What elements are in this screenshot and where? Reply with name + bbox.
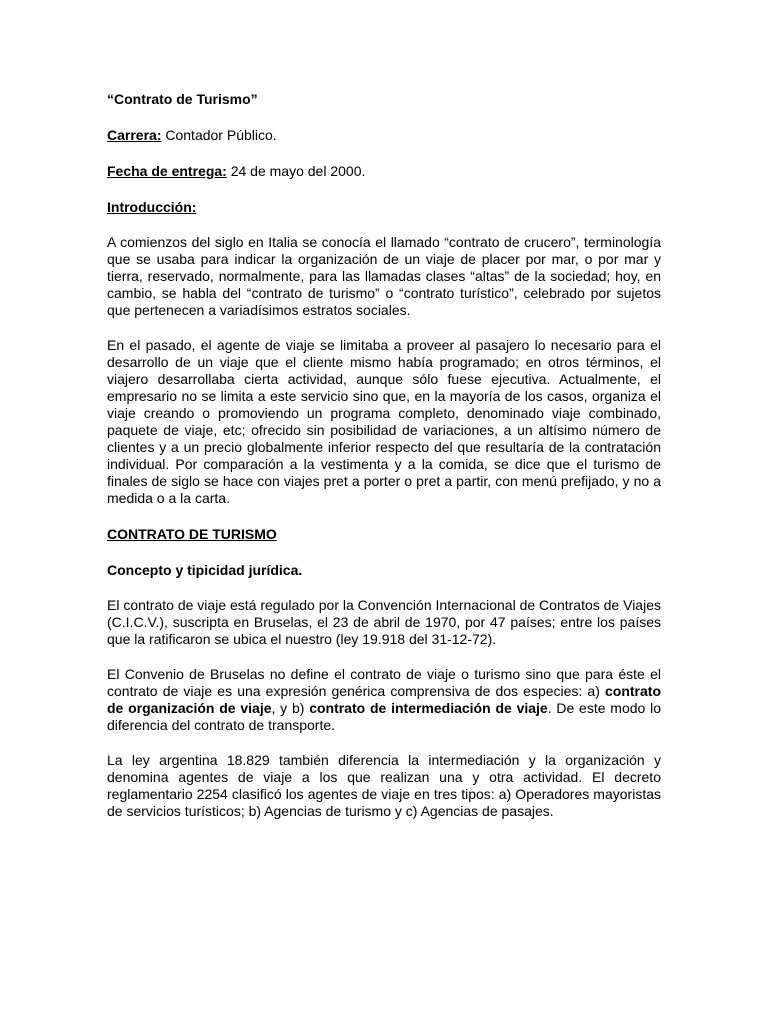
body-paragraph-3: La ley argentina 18.829 también diferencia la intermediación y la organización y denomina agentes de viaje a los que realizan una y otra actividad. El decreto reglamentario 2254 clasificó los agentes de viaje en tres tipos: a) Operadores mayoristas de servicios turísticos; b) Agencias de turismo y c) Agencias de pasajes. bbox=[107, 752, 661, 819]
document-body bbox=[107, 91, 661, 820]
career-line bbox=[107, 127, 661, 144]
document-title: “Contrato de Turismo” bbox=[107, 91, 258, 107]
introduction-heading: Introducción: bbox=[107, 199, 197, 215]
text-run: Carrera: bbox=[107, 127, 162, 143]
text-run: 24 de mayo del 2000. bbox=[226, 163, 366, 179]
text-run: Fecha de entrega: bbox=[107, 163, 227, 179]
text-run: El Convenio de Bruselas no define el contrato de viaje o turismo sino que para éste el contrato de viaje es una expresión genérica comprensiva de dos especies: a) bbox=[107, 666, 661, 699]
text-run: , y b) bbox=[271, 700, 310, 716]
intro-paragraph-2: En el pasado, el agente de viaje se limitaba a proveer al pasajero lo necesario para el desarrollo de un viaje que el cliente mismo había programado; en otros términos, el viajero desarrollaba cierta actividad, aunque sólo fuese ejecutiva. Actualmente, el empresario no se limita a este servicio sino que, en la mayoría de los casos, organiza el viaje creando o promoviendo un programa completo, denominado viaje combinado, paquete de viaje, etc; ofrecido sin posibilidad de variaciones, a un altísimo número de clientes y a un precio globalmente inferior respecto del que resultaría de la contratación individual. Por comparación a la vestimenta y a la comida, se dice que el turismo de finales de siglo se hace con viajes pret a porter o pret a partir, con menú prefijado, y no a medida o a la carta. bbox=[107, 337, 661, 506]
delivery-date-line bbox=[107, 163, 661, 180]
subsection-heading: Concepto y tipicidad jurídica. bbox=[107, 562, 303, 578]
body-paragraph-2 bbox=[107, 666, 661, 734]
text-run: Contador Público. bbox=[161, 127, 277, 143]
text-run: contrato de intermediación de viaje bbox=[309, 700, 548, 716]
intro-paragraph-1: A comienzos del siglo en Italia se conocía el llamado “contrato de crucero”, terminología que se usaba para indicar la organización de un viaje de placer por mar, o por mar y tierra, reservado, normalmente, para las llamadas clases “altas” de la sociedad; hoy, en cambio, se habla del “contrato de turismo” o “contrato turístico”, celebrado por sujetos que pertenecen a variadísimos estratos sociales. bbox=[107, 234, 661, 318]
section-heading: CONTRATO DE TURISMO bbox=[107, 526, 277, 542]
body-paragraph-1: El contrato de viaje está regulado por la Convención Internacional de Contratos de Viajes (C.I.C.V.), suscripta en Bruselas, el 23 de abril de 1970, por 47 países; entre los países que la ratificaron se ubica el nuestro (ley 19.918 del 31-12-72). bbox=[107, 597, 661, 647]
text-run: contrato de organización de viaje bbox=[107, 683, 661, 716]
text-run: . De este modo lo diferencia del contrato de transporte. bbox=[107, 700, 661, 733]
